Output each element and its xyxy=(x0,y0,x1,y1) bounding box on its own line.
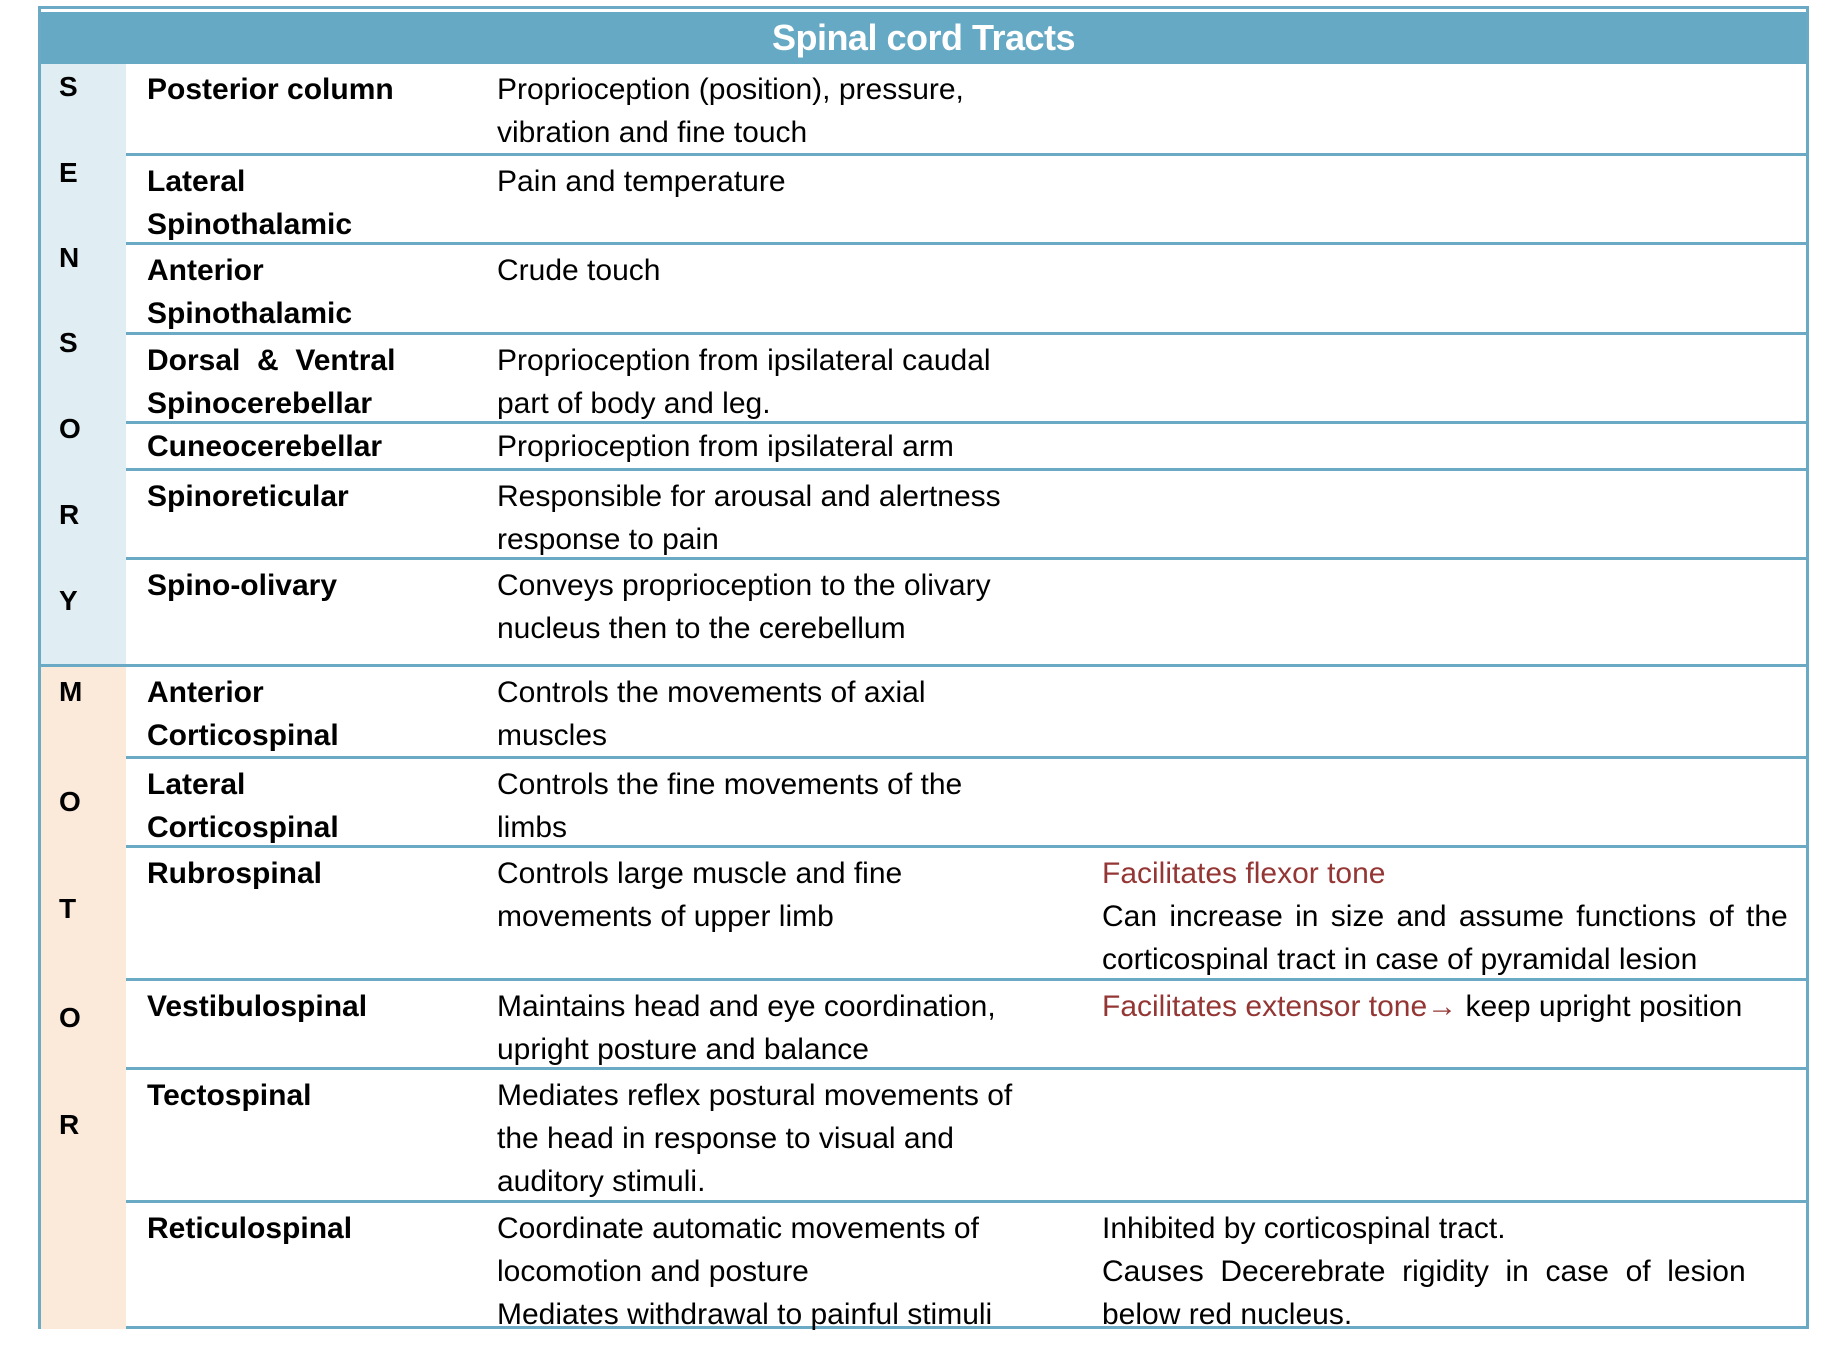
sensory-section-label xyxy=(41,64,126,664)
tract-function: Crude touch xyxy=(497,254,661,287)
motor-section-label xyxy=(41,667,126,1329)
table-row xyxy=(126,468,1806,557)
tract-function: Controls the movements of axial muscles xyxy=(497,676,926,752)
tract-name: Lateral Spinothalamic xyxy=(147,165,353,241)
table-row xyxy=(126,332,1806,421)
table-row xyxy=(126,421,1806,468)
tract-name: Cuneocerebellar xyxy=(147,430,383,463)
tract-function: Proprioception from ipsilateral arm xyxy=(497,430,954,463)
tract-function: Pain and temperature xyxy=(497,165,786,198)
table-row xyxy=(126,756,1806,845)
table-row xyxy=(126,1200,1806,1329)
section-letter: O xyxy=(59,1002,81,1033)
tract-name: Anterior Spinothalamic xyxy=(147,254,353,330)
section-letter: R xyxy=(59,1109,80,1140)
tract-function: Proprioception (position), pressure, vibration and fine touch xyxy=(497,73,964,149)
tract-function: Responsible for arousal and alertness response to pain xyxy=(497,480,1001,556)
tract-notes: Facilitates extensor tone→ keep upright position xyxy=(1102,990,1743,1023)
table-row xyxy=(126,153,1806,242)
tract-notes: Facilitates flexor tone Can increase in size and assume functions of the corticospinal tract in case of pyramidal lesion xyxy=(1102,857,1788,976)
table-row xyxy=(126,845,1806,978)
tract-name: Tectospinal xyxy=(147,1079,312,1112)
section-letter: Y xyxy=(59,585,78,616)
table-row xyxy=(126,667,1806,756)
table-row xyxy=(126,242,1806,332)
tract-name: Reticulospinal xyxy=(147,1212,353,1245)
tract-notes: Inhibited by corticospinal tract. Causes Decerebrate rigidity in case of lesion below red nucleus. xyxy=(1102,1212,1746,1331)
tract-function: Coordinate automatic movements of locomotion and posture Mediates withdrawal to painful stimuli xyxy=(497,1212,993,1331)
tract-function: Controls the fine movements of the limbs xyxy=(497,768,963,844)
section-letter: S xyxy=(59,327,78,358)
section-letter: T xyxy=(59,893,77,924)
table-row xyxy=(126,1067,1806,1200)
section-letter: R xyxy=(59,499,80,530)
section-letter: E xyxy=(59,157,78,188)
section-letter: N xyxy=(59,242,80,273)
tract-function: Proprioception from ipsilateral caudal part of body and leg. xyxy=(497,344,991,420)
section-letter: O xyxy=(59,413,81,444)
tract-function: Controls large muscle and fine movements of upper limb xyxy=(497,857,903,933)
table-row xyxy=(126,557,1806,664)
spinal-cord-tracts-table xyxy=(38,6,1809,1329)
tract-function: Mediates reflex postural movements of the head in response to visual and auditory stimuli. xyxy=(497,1079,1013,1198)
tract-name: Vestibulospinal xyxy=(147,990,368,1023)
tract-name: Spinoreticular xyxy=(147,480,349,513)
table-title: Spinal cord Tracts xyxy=(41,12,1806,64)
tract-function: Maintains head and eye coordination, upright posture and balance xyxy=(497,990,996,1066)
tract-name: Anterior Corticospinal xyxy=(147,676,339,752)
tract-name: Posterior column xyxy=(147,73,394,106)
tract-name: Rubrospinal xyxy=(147,857,323,890)
section-letter: M xyxy=(59,676,83,707)
section-letter: O xyxy=(59,786,81,817)
section-letter: S xyxy=(59,71,78,102)
table-row xyxy=(126,64,1806,153)
table-row xyxy=(126,978,1806,1067)
tract-name: Lateral Corticospinal xyxy=(147,768,339,844)
tract-name: Dorsal & Ventral Spinocerebellar xyxy=(147,344,396,420)
tract-function: Conveys proprioception to the olivary nucleus then to the cerebellum xyxy=(497,569,991,645)
tract-name: Spino-olivary xyxy=(147,569,338,602)
